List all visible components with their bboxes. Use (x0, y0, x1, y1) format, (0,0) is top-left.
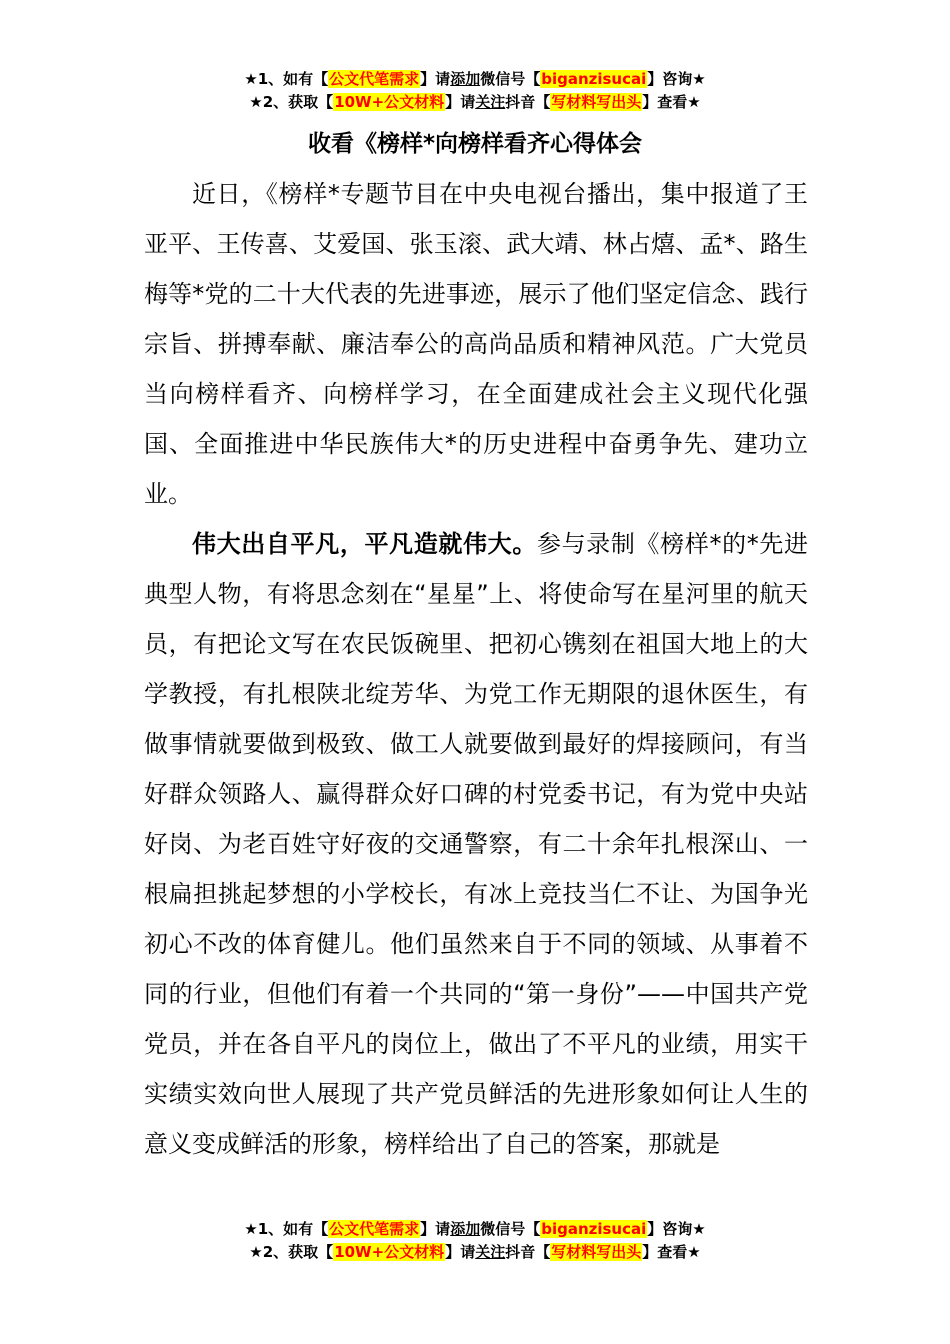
paragraph-2-lead: 伟大出自平凡，平凡造就伟大。 (192, 530, 537, 558)
paragraph-1: 近日，《榜样*专题节目在中央电视台播出，集中报道了王亚平、王传喜、艾爱国、张玉滚、武大靖、林占熺、孟*、路生梅等*党的二十大代表的先进事迹，展示了他们坚定信念、践行宗旨、拼搏奉献、廉洁奉公的高尚品质和精神风范。广大党员当向榜样看齐、向榜样学习，在全面建成社会主义现代化强国、全面推进中华民族伟大*的历史进程中奋勇争先、建功立业。 (144, 180, 808, 508)
highlight-materials: 10W+公文材料 (334, 93, 445, 111)
document-body (144, 169, 808, 1169)
highlight-wechat-id: biganzisucai (541, 1220, 647, 1238)
highlight-douyin: 写材料写出头 (551, 93, 642, 111)
banner-line-2: ★2、获取【10W+公文材料】请关注抖音【写材料写出头】查看★ (249, 1243, 701, 1261)
footer-banner (0, 1218, 950, 1264)
highlight-materials: 10W+公文材料 (334, 1243, 445, 1261)
highlight-wechat-id: biganzisucai (541, 70, 647, 88)
banner-line-2: ★2、获取【10W+公文材料】请关注抖音【写材料写出头】查看★ (249, 93, 701, 111)
highlight-ghostwriting: 公文代笔需求 (329, 70, 420, 88)
highlight-douyin: 写材料写出头 (551, 1243, 642, 1261)
header-banner (0, 68, 950, 114)
paragraph-2-body: 参与录制《榜样*的*先进典型人物，有将思念刻在“星星”上、将使命写在星河里的航天员，有把论文写在农民饭碗里、把初心镌刻在祖国大地上的大学教授，有扎根陕北绽芳华、为党工作无期限的退休医生，有做事情就要做到极致、做工人就要做到最好的焊接顾问，有当好群众领路人、赢得群众好口碑的村党委书记，有为党中央站好岗、为老百姓守好夜的交通警察，有二十余年扎根深山、一根扁担挑起梦想的小学校长，有冰上竞技当仁不让、为国争光初心不改的体育健儿。他们虽然来自于不同的领域、从事着不同的行业，但他们有着一个共同的“第一身份”——中国共产党党员，并在各自平凡的岗位上，做出了不平凡的业绩，用实干实绩实效向世人展现了共产党员鲜活的先进形象如何让人生的意义变成鲜活的形象，榜样给出了自己的答案，那就是 (144, 530, 809, 1158)
paragraph-2 (144, 519, 808, 1169)
banner-line-1: ★1、如有【公文代笔需求】请添加微信号【biganzisucai】咨询★ (244, 70, 706, 88)
highlight-ghostwriting: 公文代笔需求 (329, 1220, 420, 1238)
document-title: 收看《榜样*向榜样看齐心得体会 (307, 131, 643, 157)
banner-line-1: ★1、如有【公文代笔需求】请添加微信号【biganzisucai】咨询★ (244, 1220, 706, 1238)
